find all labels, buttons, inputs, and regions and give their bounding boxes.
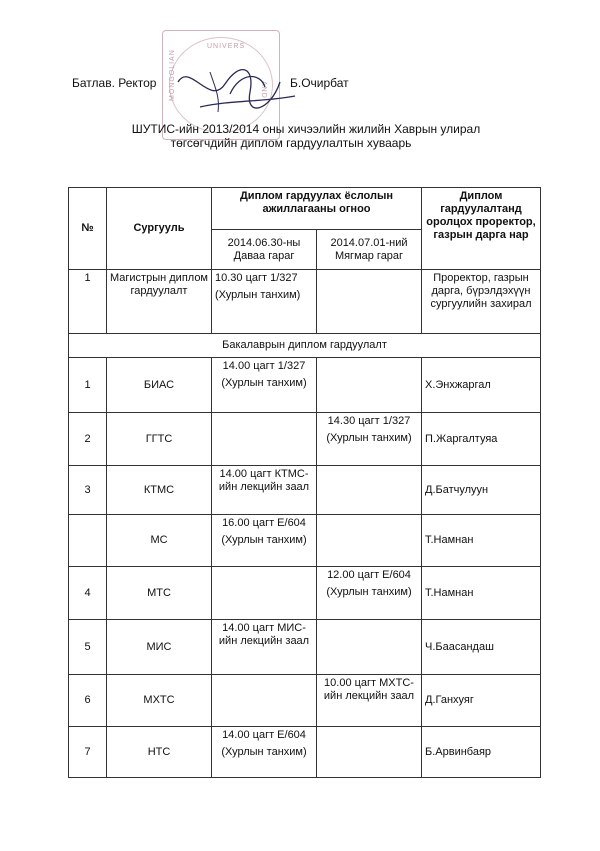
row-person: Б.Арвинбаяр	[422, 727, 541, 778]
row-person: Ч.Баасандаш	[422, 620, 541, 675]
row-date-2-place: (Хурлын танхим)	[326, 586, 412, 598]
title-line-1: ШУТИС-ийн 2013/2014 оны хичээлийн жилийн Хаврын улирал	[131, 122, 481, 136]
row-date-1-place: (Хурлын танхим)	[215, 289, 301, 301]
header-school: Сургууль	[107, 188, 212, 270]
header-date-group: Диплом гардуулах ёслолын ажиллагааны огноо	[212, 188, 422, 230]
row-number: 1	[69, 270, 107, 334]
row-school: МС	[107, 515, 212, 567]
row-date-1-time: 14.00 цагт 1/327	[222, 360, 306, 372]
row-date-1-cell	[212, 620, 317, 675]
row-date-2-place: (Хурлын танхим)	[326, 432, 412, 444]
row-school: МИС	[107, 620, 212, 675]
header-date-1: 2014.06.30-ны Даваа гараг	[212, 230, 317, 270]
table-row	[69, 675, 541, 727]
schedule-table	[68, 187, 541, 778]
row-date-2-time: 10.00 цагт МХТС-ийн лекцийн заал	[323, 677, 415, 702]
row-date-1-place: (Хурлын танхим)	[221, 534, 307, 546]
header-number: №	[69, 188, 107, 270]
row-school: БИАС	[107, 358, 212, 413]
row-person: П.Жаргалтуяа	[422, 413, 541, 466]
section-title: Бакалаврын диплом гардуулалт	[69, 334, 541, 358]
row-date-1-time: 10.30 цагт 1/327	[215, 272, 298, 284]
row-person: Т.Намнан	[422, 515, 541, 567]
table-row	[69, 620, 541, 675]
document-title	[0, 122, 600, 150]
table-row	[69, 358, 541, 413]
row-date-1-cell	[212, 413, 317, 466]
master-row	[69, 270, 541, 334]
table-row	[69, 567, 541, 620]
row-number	[69, 515, 107, 567]
row-person: Х.Энхжаргал	[422, 358, 541, 413]
row-date-1-cell	[212, 358, 317, 413]
table-row	[69, 515, 541, 567]
row-school: НТС	[107, 727, 212, 778]
row-date-1-place: (Хурлын танхим)	[221, 746, 307, 758]
row-school: КТМС	[107, 466, 212, 515]
row-number: 1	[69, 358, 107, 413]
row-number: 7	[69, 727, 107, 778]
row-number: 4	[69, 567, 107, 620]
row-date-1-place: (Хурлын танхим)	[221, 377, 307, 389]
title-line-2: төгсөгчдийн диплом гардуулалтын хуваарь	[170, 136, 412, 150]
row-person: Т.Намнан	[422, 567, 541, 620]
rector-name: Б.Очирбат	[290, 76, 349, 90]
row-date-2-cell	[317, 567, 422, 620]
stamp-text-top: UNIVERS	[207, 43, 246, 50]
row-date-1-cell	[212, 270, 317, 334]
row-number: 2	[69, 413, 107, 466]
section-row	[69, 334, 541, 358]
row-date-2-time: 12.00 цагт Е/604	[327, 569, 411, 581]
row-date-2-cell	[317, 515, 422, 567]
row-number: 5	[69, 620, 107, 675]
row-date-2-cell	[317, 466, 422, 515]
table-row	[69, 727, 541, 778]
row-school: ГГТС	[107, 413, 212, 466]
row-school: МХТС	[107, 675, 212, 727]
row-person: Д.Батчулуун	[422, 466, 541, 515]
header-date-2: 2014.07.01-ний Мягмар гараг	[317, 230, 422, 270]
row-person: Д.Ганхуяг	[422, 675, 541, 727]
rector-signature	[170, 52, 300, 132]
table-row	[69, 466, 541, 515]
row-date-2-cell	[317, 620, 422, 675]
row-number: 3	[69, 466, 107, 515]
table-row	[69, 413, 541, 466]
header-participants: Диплом гардуулалтанд оролцох проректор, газрын дарга нар	[422, 188, 541, 270]
row-school: Магистрын диплом гардуулалт	[107, 270, 212, 334]
row-date-1-cell	[212, 515, 317, 567]
row-date-2-cell	[317, 270, 422, 334]
row-date-2-cell	[317, 675, 422, 727]
stamp-text-right: AND	[260, 81, 267, 99]
row-participants: Проректор, газрын дарга, бүрэлдэхүүн сургуулийн захирал	[422, 270, 541, 334]
row-date-1-cell	[212, 675, 317, 727]
row-date-2-cell	[317, 413, 422, 466]
row-date-2-time: 14.30 цагт 1/327	[327, 415, 411, 427]
row-date-1-time: 14.00 цагт КТМС-ийн лекцийн заал	[218, 468, 310, 493]
row-date-2-cell	[317, 727, 422, 778]
row-date-1-time: 16.00 цагт Е/604	[222, 517, 306, 529]
row-date-2-cell	[317, 358, 422, 413]
row-date-1-cell	[212, 567, 317, 620]
stamp-text-left: MONGOLIAN	[169, 49, 176, 101]
row-date-1-time: 14.00 цагт Е/604	[222, 729, 306, 741]
row-date-1-cell	[212, 727, 317, 778]
approval-label: Батлав. Ректор	[72, 76, 157, 90]
row-date-1-time: 14.00 цагт МИС-ийн лекцийн заал	[218, 622, 310, 647]
row-school: МТС	[107, 567, 212, 620]
row-date-1-cell	[212, 466, 317, 515]
row-number: 6	[69, 675, 107, 727]
